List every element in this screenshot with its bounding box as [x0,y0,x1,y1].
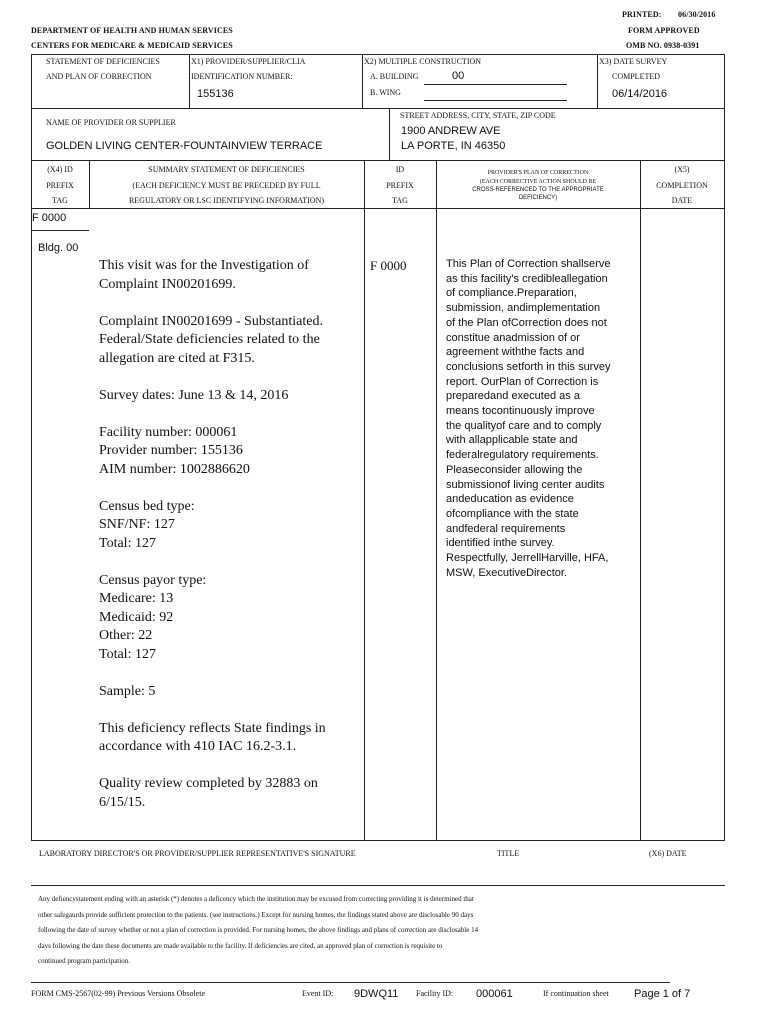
summary-line: Provider number: 155136 [99,443,243,458]
poc-header-1: PROVIDER'S PLAN OF CORRECTION [487,170,589,176]
summary-line: 6/15/15. [99,794,146,810]
summary-paragraph [99,683,361,702]
summary-line: Census bed type: [99,498,195,514]
summary-line: Medicare: 13 [99,591,174,606]
plan-label: AND PLAN OF CORRECTION [46,72,152,81]
tag-right: F 0000 [370,258,407,273]
poc-line: of the Plan ofCorrection does not [446,316,607,329]
event-id-label: Event ID: [302,989,334,998]
printed-date: 06/30/2016 [678,10,716,19]
summary-paragraph [99,387,361,406]
id-tag-label: TAG [392,196,408,205]
summary-line: Facility number: 000061 [99,424,238,440]
summary-line: This visit was for the Investigation of [99,258,309,273]
title-label: TITLE [497,849,520,858]
x5-date-label: DATE [671,196,693,205]
rule [31,885,725,886]
poc-line: andeducation as evidence [446,493,574,506]
poc-line: submission, andimplementation [446,302,601,315]
summary-paragraph [99,498,361,554]
summary-line: Quality review completed by 32883 on [99,776,318,791]
x3-label: X3) DATE SURVEY [599,57,668,66]
poc-line: preparedand executed as a [446,390,580,403]
rule [31,160,725,161]
rule [362,54,363,108]
summary-paragraph [99,720,361,757]
summary-line: SNF/NF: 127 [99,517,175,532]
poc-header-3: CROSS-REFERENCED TO THE APPROPRIATE [472,187,604,193]
poc-header-4: DEFICIENCY) [518,195,558,201]
poc-line: andfederal requirements [446,522,566,535]
summary-header-1: SUMMARY STATEMENT OF DEFICIENCIES [148,165,305,174]
plan-of-correction [446,257,638,580]
poc-line: Pleaseconsider allowing the [446,463,583,476]
rule [31,108,725,109]
summary-paragraph [99,424,361,480]
poc-line: means tocontinuously improve [446,405,595,418]
poc-header-2: (EACH CORRECTIVE ACTION SHOULD BE [479,179,597,185]
summary-line: Other: 22 [99,628,153,643]
summary-line: AIM number: 1002886620 [99,461,250,477]
poc-line: This Plan of Correction shallserve [446,258,611,270]
summary-line: Total: 127 [99,646,156,662]
x4-id-label: (X4) ID [47,165,73,174]
rule [31,230,89,231]
summary-line: allegation are cited at F315. [99,350,255,366]
wing-label: B. WING [370,88,401,97]
footnote-line: continued program participation. [38,957,130,965]
building-value: 00 [452,70,465,82]
summary-line: Federal/State deficiencies related to the [99,332,320,347]
x1-label: X1) PROVIDER/SUPPLIER/CLIA [191,57,306,66]
rule [31,54,32,108]
x5-completion-label: COMPLETION [656,181,708,190]
footnote-line: days following the date these documents are made available to the facility. If deficiencies are cited, an approved plan of correction is requisite to [38,941,443,950]
poc-line: conclusions setforth in this survey [446,360,611,373]
printed-label: PRINTED: [622,10,662,19]
department-title: DEPARTMENT OF HEALTH AND HUMAN SERVICES [31,26,233,35]
x3-completed-label: COMPLETED [612,72,660,81]
summary-paragraph [99,572,361,665]
wing-underline [424,100,567,101]
summary-line: Medicaid: 92 [99,609,174,625]
address-label: STREET ADDRESS, CITY, STATE, ZIP CODE [400,111,556,120]
bldg-label: Bldg. 00 [38,242,79,254]
rule [364,160,365,840]
summary-line: Complaint IN00201699 - Substantiated. [99,313,323,329]
poc-line: the qualityof care and to comply [446,419,602,432]
event-id-value: 9DWQ11 [354,988,399,1000]
survey-date-value: 06/14/2016 [612,88,668,100]
rule [31,160,32,840]
poc-line: identified inthe survey. [446,537,555,550]
poc-line: agreement withthe facts and [446,346,585,359]
x2-label: X2) MULTIPLE CONSTRUCTION [364,57,482,66]
x5-label: (X5) [674,165,690,174]
form-approved: FORM APPROVED [628,26,700,35]
poc-line: of compliance.Preparation, [446,287,577,300]
address-line1: 1900 ANDREW AVE [401,125,501,137]
facility-id-label: Facility ID: [416,989,454,998]
summary-line: Complaint IN00201699. [99,276,236,292]
tag-left: F 0000 [32,212,67,224]
footnote-line: Any defiencystatement ending with an asterisk (*) denotes a deficency which the institution may be excused from correcting providing it is determined that [38,895,474,903]
summary-line: Census payor type: [99,572,207,588]
poc-line: with allapplicable state and [446,434,578,447]
summary-paragraph [99,257,361,294]
provider-name-value: GOLDEN LIVING CENTER-FOUNTAINVIEW TERRACE [46,140,323,152]
signature-label: LABORATORY DIRECTOR'S OR PROVIDER/SUPPLIER REPRESENTATIVE'S SIGNATURE [39,849,356,858]
rule [724,160,725,840]
summary-header-3: REGULATORY OR LSC IDENTIFYING INFORMATION) [128,196,325,205]
x4-prefix-label: PREFIX [46,181,74,190]
rule [724,54,725,108]
summary-statement [99,257,361,812]
rule [31,840,725,841]
rule [724,108,725,160]
centers-title: CENTERS FOR MEDICARE & MEDICAID SERVICES [31,41,233,50]
address-line2: LA PORTE, IN 46350 [401,140,506,152]
building-underline [424,84,567,85]
summary-paragraph [99,775,361,812]
page-number: Page 1 of 7 [634,988,691,1000]
poc-line: constitue anadmission of or [446,331,580,344]
rule [389,108,390,160]
x1-id-label: IDENTIFICATION NUMBER: [191,72,293,81]
rule [597,54,598,108]
summary-line: This deficiency reflects State findings in [99,720,326,736]
provider-id-value: 155136 [197,88,234,100]
rule [31,208,725,209]
summary-header-2: (EACH DEFICIENCY MUST BE PRECEDED BY FULL [132,181,321,190]
omb-number: OMB NO. 0938-0391 [626,41,700,50]
x4-tag-label: TAG [52,196,68,205]
rule [31,108,32,160]
continuation-label: If continuation sheet [543,989,609,998]
summary-line: Total: 127 [99,535,156,551]
poc-line: report. OurPlan of Correction is [446,375,599,388]
summary-line: Survey dates: June 13 & 14, 2016 [99,387,289,403]
poc-line: federalregulatory requirements. [446,449,599,462]
facility-id-value: 000061 [476,988,513,1000]
rule [436,160,437,840]
building-label: A. BUILDING [370,72,419,81]
provider-name-label: NAME OF PROVIDER OR SUPPLIER [46,118,176,127]
summary-line: accordance with 410 IAC 16.2-3.1. [99,739,297,754]
summary-line: Sample: 5 [99,683,156,699]
statement-label: STATEMENT OF DEFICIENCIES [46,57,160,66]
poc-line: as this facility's credibleallegation [446,272,608,285]
rule [31,54,725,55]
rule [189,54,190,108]
rule [31,982,670,983]
disclosure-footnote [38,892,698,970]
poc-line: submissionof living center audits [446,478,605,491]
poc-line: Respectfully, JerrellHarville, HFA, [446,552,609,565]
rule [640,160,641,840]
footnote-line: other safegaurds provide sufficient protection to the patients. (see instructions.) Except for nursing homes, the findings stated above are disclosable 90 days [38,910,474,919]
footnote-line: following the date of survey whether or not a plan of correction is provided. For nursing homes, the above findings and plans of correction are disclosable 14 [38,926,479,934]
poc-line: MSW, ExecutiveDirector. [446,566,568,579]
poc-line: ofcompliance with the state [446,507,579,520]
form-number: FORM CMS-2567(02-99) Previous Versions Obsolete [31,989,206,998]
id-label: ID [395,165,405,174]
id-prefix-label: PREFIX [386,181,414,190]
summary-paragraph [99,313,361,369]
x6-date-label: (X6) DATE [649,849,687,858]
